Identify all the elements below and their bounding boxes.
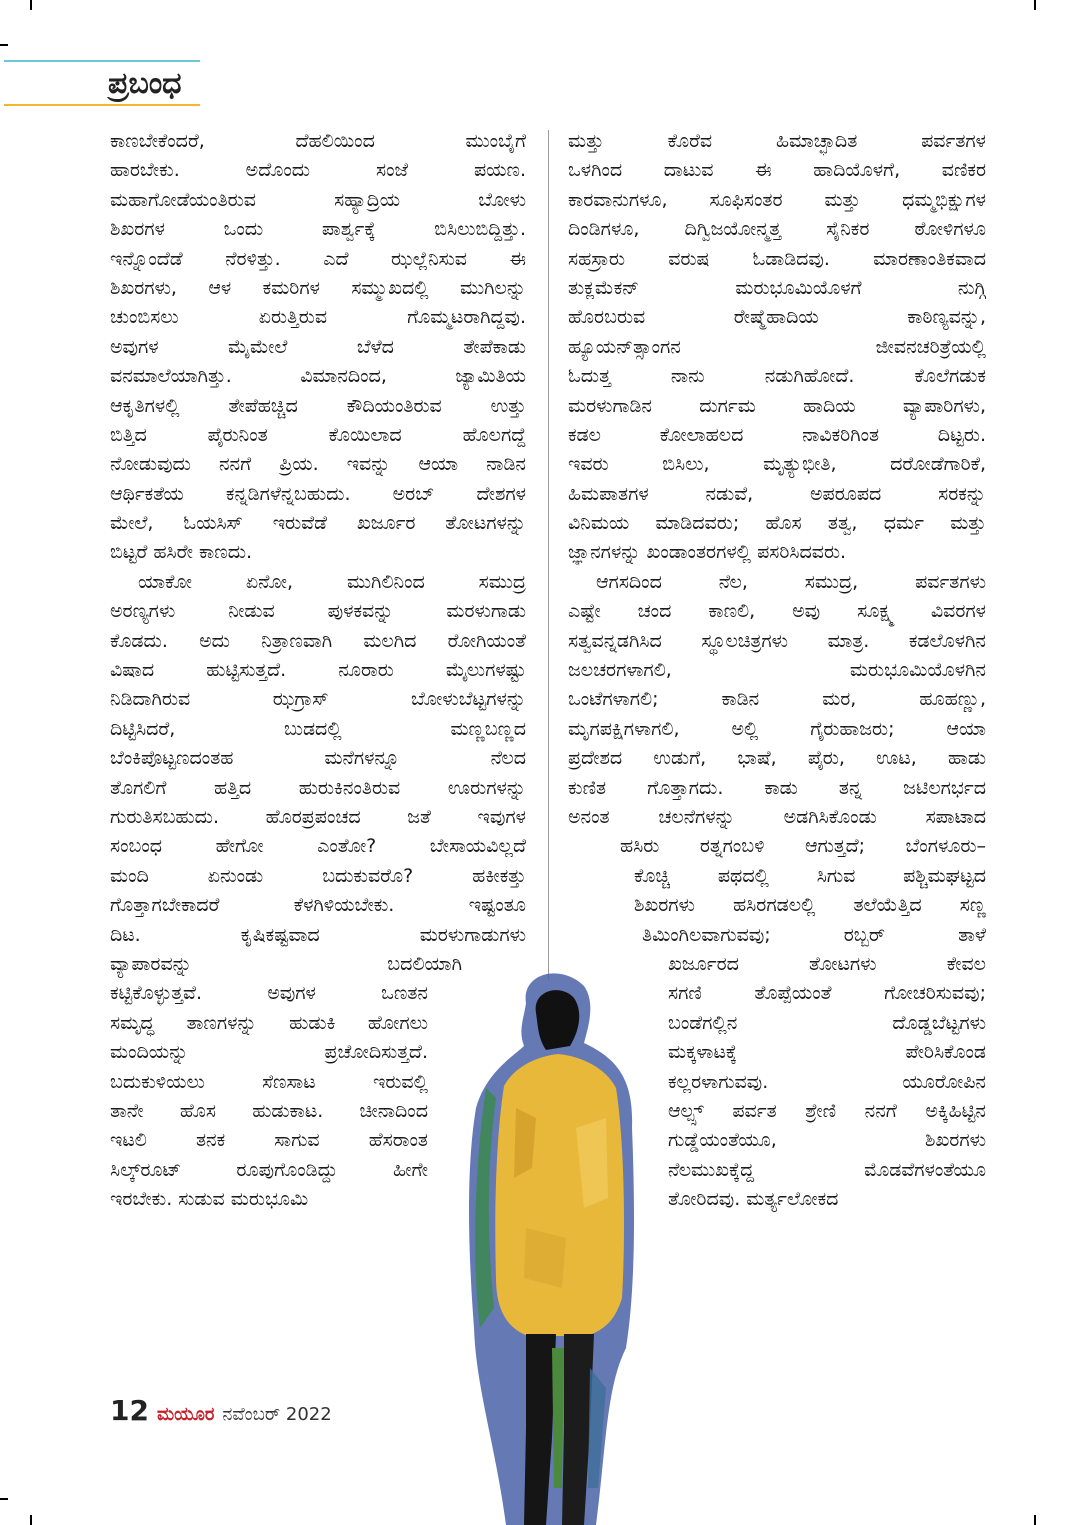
text-line: ದಿಂಡಿಗಳೂ, ದಿಗ್ವಿಜಯೋನ್ಮತ್ತ ಸೈನಿಕರ ಠೋಳಿಗಳೂ [568, 218, 986, 241]
issue-date: ನವೆಂಬರ್ 2022 [222, 1404, 332, 1425]
text-line: ಸಮೃದ್ಧ ತಾಣಗಳನ್ನು ಹುಡುಕಿ ಹೋಗಲು [110, 1011, 428, 1034]
text-line: ಇನ್ನೊಂದೆಡೆ ನೆರಳಿತ್ತು. ಎದೆ ಝಲ್ಲೆನಿಸುವ ಈ [110, 247, 526, 270]
magazine-logo: ಮಯೂರ [156, 1404, 215, 1425]
crop-mark [30, 0, 32, 10]
text-line: ತಾನೇ ಹೊಸ ಹುಡುಕಾಟ. ಚೀನಾದಿಂದ [110, 1099, 428, 1122]
text-line: ಹಿಮಪಾತಗಳ ನಡುವೆ, ಅಪರೂಪದ ಸರಕನ್ನು [568, 482, 986, 505]
text-line: ಮಂದಿ ಏನುಂಡು ಬದುಕುವರೊ? ಹಕೀಕತ್ತು [110, 864, 526, 887]
section-title: ಪ್ರಬಂಧ [108, 66, 182, 101]
text-line: ಓದುತ್ತ ನಾನು ನಡುಗಿಹೋದೆ. ಕೊಲೆಗಡುಕ [568, 365, 986, 388]
left-column [110, 127, 526, 1214]
text-line: ಆಲ್ಪ್ಸ್ ಪರ್ವತ ಶ್ರೇಣಿ ನನಗೆ ಅಕ್ಕಿಹಿಟ್ಟಿನ [668, 1099, 986, 1122]
text-line: ತೊಗಲಿಗೆ ಹತ್ತಿದ ಹುರುಕಿನಂತಿರುವ ಊರುಗಳನ್ನು [110, 776, 526, 799]
text-line: ಗುರುತಿಸಬಹುದು. ಹೊರಪ್ರಪಂಚದ ಜತೆ ಇವುಗಳ [110, 805, 526, 828]
text-line: ಮಹಾಗೋಡೆಯಂತಿರುವ ಸಹ್ಯಾದ್ರಿಯ ಬೋಳು [110, 188, 526, 211]
text-line: ನೆಲಮುಖಕ್ಕೆದ್ದ ಮೊಡವೆಗಳಂತೆಯೂ [668, 1158, 986, 1181]
text-line: ಮರಳುಗಾಡಿನ ದುರ್ಗಮ ಹಾದಿಯ ವ್ಯಾಪಾರಿಗಳು, [568, 394, 986, 417]
text-line: ಹ್ಯೂಯನ್‌ತ್ಸಾಂಗನ ಜೀವನಚರಿತ್ರೆಯಲ್ಲಿ [568, 335, 986, 358]
page-footer [110, 1394, 332, 1428]
person-illustration [466, 968, 656, 1525]
crop-mark [0, 1498, 8, 1500]
text-line: ಬಿಟ್ಟರೆ ಹಸಿರೇ ಕಾಣದು. [110, 541, 253, 564]
text-line: ಶಿಖರಗಳ ಒಂದು ಪಾರ್ಶ್ವಕ್ಕೆ ಬಿಸಿಲುಬಿದ್ದಿತ್ತು. [110, 218, 526, 241]
text-line: ಅನಂತ ಚಲನೆಗಳನ್ನು ಅಡಗಿಸಿಕೊಂಡು ಸಪಾಟಾದ [568, 805, 986, 828]
text-line: ವಿನಿಮಯ ಮಾಡಿದವರು; ಹೊಸ ತತ್ವ, ಧರ್ಮ ಮತ್ತು [568, 512, 986, 535]
text-line: ಮಕ್ಕಳಾಟಕ್ಕೆ ಪೇರಿಸಿಕೊಂಡ [668, 1041, 986, 1064]
text-line: ಹಸಿರು ರತ್ನಗಂಬಳಿ ಆಗುತ್ತದೆ; ಬೆಂಗಳೂರು– [620, 835, 986, 858]
text-line: ಜಲಚರಗಳಾಗಲಿ, ಮರುಭೂಮಿಯೊಳಗಿನ [568, 659, 986, 682]
text-line: ಸಗಣಿ ತೊಪ್ಪೆಯಂತೆ ಗೋಚರಿಸುವವು; [668, 982, 986, 1005]
text-line: ಒಳಗಿಂದ ದಾಟುವ ಈ ಹಾದಿಯೊಳಗೆ, ವಣಿಕರ [568, 159, 986, 182]
text-line: ಕಲ್ಲರಳಾಗುವವು. ಯೂರೋಪಿನ [668, 1070, 986, 1093]
text-line: ಬಂಡೆಗಲ್ಲಿನ ದೊಡ್ಡಬೆಟ್ಟಗಳು [668, 1011, 986, 1034]
text-line: ನೋಡುವುದು ನನಗೆ ಪ್ರಿಯ. ಇವನ್ನು ಆಯಾ ನಾಡಿನ [110, 453, 526, 476]
crop-mark [1034, 1515, 1036, 1525]
text-line: ಗೊತ್ತಾಗಬೇಕಾದರೆ ಕೆಳಗಿಳಿಯಬೇಕು. ಇಷ್ಟಂತೂ [110, 894, 526, 917]
text-line: ಅರಣ್ಯಗಳು ನೀಡುವ ಪುಳಕವನ್ನು ಮರಳುಗಾಡು [110, 600, 526, 623]
text-line: ಶಿಖರಗಳು ಹಸಿರಗಡಲಲ್ಲಿ ತಲೆಯೆತ್ತಿದ ಸಣ್ಣ [634, 894, 986, 917]
text-line: ದಿಟ್ಟಿಸಿದರೆ, ಬುಡದಲ್ಲಿ ಮಣ್ಣಬಣ್ಣದ [110, 717, 526, 740]
text-line: ಸಿಲ್ಕ್‌ರೂಟ್ ರೂಪುಗೊಂಡಿದ್ದು ಹೀಗೇ [110, 1158, 428, 1181]
text-line: ಪ್ರದೇಶದ ಉಡುಗೆ, ಭಾಷೆ, ಪೈರು, ಊಟ, ಹಾಡು [568, 747, 986, 770]
text-line: ಇಟಲಿ ತನಕ ಸಾಗುವ ಹೆಸರಾಂತ [110, 1129, 428, 1152]
text-line: ಕಟ್ಟಿಕೊಳ್ಳುತ್ತವೆ. ಅವುಗಳ ಒಣತನ [110, 982, 428, 1005]
text-line: ಇರಬೇಕು. ಸುಡುವ ಮರುಭೂಮಿ [110, 1188, 309, 1211]
text-line: ಹೊರಬರುವ ರೇಷ್ಮೆಹಾದಿಯ ಕಾಠಿಣ್ಯವನ್ನು, [568, 306, 986, 329]
text-line: ಆರ್ಥಿಕತೆಯ ಕನ್ನಡಿಗಳೆನ್ನಬಹುದು. ಅರಬ್ ದೇಶಗಳ [110, 482, 526, 505]
text-line: ಯಾಕೋ ಏನೋ, ಮುಗಿಲಿನಿಂದ ಸಮುದ್ರ [138, 570, 526, 593]
text-line: ಬಿತ್ತಿದ ಪೈರುನಿಂತ ಕೊಯಿಲಾದ ಹೊಲಗದ್ದೆ [110, 423, 526, 446]
text-line: ತಿಮಿಂಗಿಲವಾಗುವವು; ರಬ್ಬರ್ ತಾಳೆ [642, 923, 986, 946]
text-line: ಗುಡ್ಡೆಯಂತೆಯೂ, ಶಿಖರಗಳು [668, 1129, 986, 1152]
text-line: ಮತ್ತು ಕೊರೆವ ಹಿಮಾಚ್ಛಾದಿತ ಪರ್ವತಗಳ [568, 130, 986, 152]
text-line: ಕುಣಿತ ಗೊತ್ತಾಗದು. ಕಾಡು ತನ್ನ ಜಟಿಲಗರ್ಭದ [568, 776, 986, 799]
text-line: ಸಂಬಂಧ ಹೇಗೋ ಎಂತೋ? ಬೇಸಾಯವಿಲ್ಲದೆ [110, 835, 526, 858]
text-line: ಹಾರಬೇಕು. ಅದೊಂದು ಸಂಜೆ ಪಯಣ. [110, 159, 526, 182]
text-line: ಬದುಕುಳಿಯಲು ಸೆಣಸಾಟ ಇರುವಲ್ಲಿ [110, 1070, 428, 1093]
text-line: ವ್ಯಾಪಾರವನ್ನು ಬದಲಿಯಾಗಿ [110, 952, 462, 975]
crop-mark [0, 44, 8, 46]
text-line: ದಿಟ. ಕೃಷಿಕಷ್ಟವಾದ ಮರಳುಗಾಡುಗಳು [110, 923, 526, 946]
text-line: ಸಹಸ್ರಾರು ವರುಷ ಓಡಾಡಿದವು. ಮಾರಣಾಂತಿಕವಾದ [568, 247, 986, 270]
text-line: ಕಡಲ ಕೋಲಾಹಲದ ನಾವಿಕರಿಗಿಂತ ದಿಟ್ಟರು. [568, 423, 986, 446]
text-line: ಬೆಂಕಿಪೊಟ್ಟಣದಂತಹ ಮನೆಗಳನ್ನೂ ನೆಲದ [110, 747, 526, 770]
text-line: ವನಮಾಲೆಯಾಗಿತ್ತು. ವಿಮಾನದಿಂದ, ಜ್ಯಾಮಿತಿಯ [110, 365, 526, 388]
text-line: ಮೇಲೆ, ಓಯಸಿಸ್ ಇರುವೆಡೆ ಖರ್ಜೂರ ತೋಟಗಳನ್ನು [110, 512, 526, 535]
text-line: ಮಂದಿಯನ್ನು ಪ್ರಚೋದಿಸುತ್ತದೆ. [110, 1041, 428, 1064]
header-rule-top [4, 60, 200, 62]
crop-mark [1034, 0, 1036, 10]
text-line: ಇವರು ಬಿಸಿಲು, ಮೃತ್ಯುಭೀತಿ, ದರೋಡೆಗಾರಿಕೆ, [568, 453, 986, 476]
header-rule-bottom [4, 104, 200, 106]
text-line: ಮೃಗಪಕ್ಷಿಗಳಾಗಲಿ, ಅಲ್ಲಿ ಗೈರುಹಾಜರು; ಆಯಾ [568, 717, 986, 740]
text-line: ನಿಡಿದಾಗಿರುವ ಝಗ್ರಾಸ್ ಬೋಳುಬೆಟ್ಟಗಳನ್ನು [110, 688, 526, 711]
text-line: ತುಕ್ಲಮೆಕನ್ ಮರುಭೂಮಿಯೊಳಗೆ ನುಗ್ಗಿ [568, 276, 986, 299]
text-line: ಅವುಗಳ ಮೈಮೇಲೆ ಬೆಳೆದ ತೇಪೆಕಾಡು [110, 335, 526, 358]
text-line: ಕೊಡದು. ಅದು ನಿತ್ರಾಣವಾಗಿ ಮಲಗಿದ ರೋಗಿಯಂತೆ [110, 629, 526, 652]
text-line: ಕಾಣಬೇಕೆಂದರೆ, ದೆಹಲಿಯಿಂದ ಮುಂಬೈಗೆ [110, 130, 526, 152]
text-line: ತೋರಿದವು. ಮರ್ತ್ಯಲೋಕದ [668, 1188, 839, 1211]
text-line: ಚುಂಬಿಸಲು ಏರುತ್ತಿರುವ ಗೊಮ್ಮಟರಾಗಿದ್ದವು. [110, 306, 526, 329]
column-divider [548, 130, 549, 980]
page-number: 12 [110, 1394, 149, 1427]
text-line: ಸತ್ವವನ್ನಡಗಿಸಿದ ಸ್ಥೂಲಚಿತ್ರಗಳು ಮಾತ್ರ. ಕಡಲೊಳಗಿನ [568, 629, 986, 652]
text-line: ವಿಷಾದ ಹುಟ್ಟಿಸುತ್ತದೆ. ನೂರಾರು ಮೈಲುಗಳಷ್ಟು [110, 659, 526, 682]
text-line: ಜ್ಞಾನಗಳನ್ನು ಖಂಡಾಂತರಗಳಲ್ಲಿ ಪಸರಿಸಿದವರು. [568, 541, 847, 564]
text-line: ಶಿಖರಗಳು, ಆಳ ಕಮರಿಗಳ ಸಮ್ಮುಖದಲ್ಲಿ ಮುಗಿಲನ್ನು [110, 276, 526, 299]
text-line: ಕೊಚ್ಚಿ ಪಥದಲ್ಲಿ ಸಿಗುವ ಪಶ್ಚಿಮಘಟ್ಟದ [634, 864, 986, 887]
text-line: ಕಾರವಾನುಗಳೂ, ಸೂಫಿಸಂತರ ಮತ್ತು ಧಮ್ಮಭಿಕ್ಷುಗಳ [568, 188, 986, 211]
text-line: ಆಗಸದಿಂದ ನೆಲ, ಸಮುದ್ರ, ಪರ್ವತಗಳು [596, 570, 986, 593]
text-line: ಖರ್ಜೂರದ ತೋಟಗಳು ಕೇವಲ [668, 952, 986, 975]
text-line: ಆಕೃತಿಗಳಲ್ಲಿ ತೇಪೆಹಚ್ಚಿದ ಕೌದಿಯಂತಿರುವ ಉತ್ತು [110, 394, 526, 417]
text-line: ಎಷ್ಟೇ ಚಂದ ಕಾಣಲಿ, ಅವು ಸೂಕ್ಷ್ಮ ವಿವರಗಳ [568, 600, 986, 623]
crop-mark [30, 1515, 32, 1525]
text-line: ಒಂಟೆಗಳಾಗಲಿ; ಕಾಡಿನ ಮರ, ಹೂಹಣ್ಣು, [568, 688, 986, 711]
